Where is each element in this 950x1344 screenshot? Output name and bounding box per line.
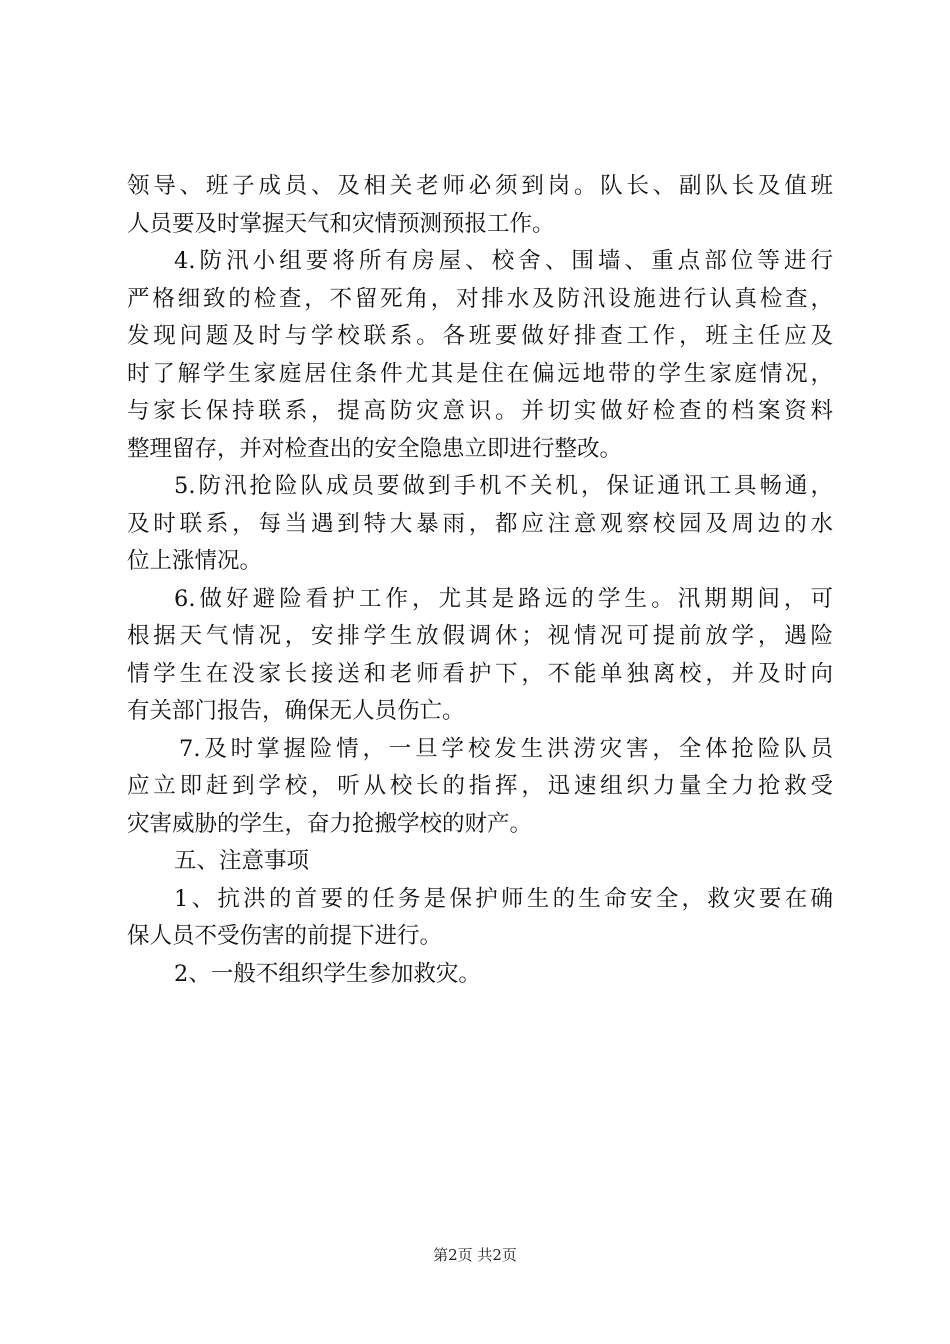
body-line-1: 领导、班子成员、及相关老师必须到岗。队长、副队长及值班 [127,173,833,199]
body-line-17: 应立即赶到学校，听从校长的指挥，迅速组织力量全力抢救受 [127,773,833,799]
body-line-12: 6.做好避险看护工作，尤其是路远的学生。汛期期间，可 [174,585,833,612]
page-footer: 第2页 共2页 [433,1246,517,1264]
body-line-9: 5.防汛抢险队成员要做到手机不关机，保证通讯工具畅通， [174,473,833,499]
body-line-18: 灾害威胁的学生，奋力抢搬学校的财产。 [127,810,533,837]
body-line-2: 人员要及时掌握天气和灾情预测预报工作。 [127,210,555,237]
body-line-20: 1、抗洪的首要的任务是保护师生的生命安全，救灾要在确 [174,885,833,912]
body-line-8: 整理留存，并对检查出的安全隐患立即进行整改。 [127,435,623,462]
body-line-11: 位上涨情况。 [127,548,263,574]
body-line-5: 发现问题及时与学校联系。各班要做好排查工作，班主任应及 [127,323,833,349]
body-line-22: 2、一般不组织学生参加救灾。 [174,960,481,987]
section-heading: 五、注意事项 [174,848,310,874]
body-line-13: 根据天气情况，安排学生放假调休；视情况可提前放学，遇险 [127,623,833,649]
body-line-4: 严格细致的检查，不留死角，对排水及防汛设施进行认真检查， [127,285,833,312]
body-line-14: 情学生在没家长接送和老师看护下，不能单独离校，并及时向 [127,660,833,687]
body-line-10: 及时联系，每当遇到特大暴雨，都应注意观察校园及周边的水 [127,510,833,537]
body-line-3: 4.防汛小组要将所有房屋、校舍、围墙、重点部位等进行 [174,248,833,274]
body-line-15: 有关部门报告，确保无人员伤亡。 [127,698,465,724]
body-line-21: 保人员不受伤害的前提下进行。 [127,923,443,949]
body-line-6: 时了解学生家庭居住条件尤其是住在偏远地带的学生家庭情况， [127,360,833,387]
body-line-16: 7.及时掌握险情，一旦学校发生洪涝灾害，全体抢险队员 [179,735,833,762]
body-line-7: 与家长保持联系，提高防灾意识。并切实做好检查的档案资料 [127,398,833,424]
document-body [127,168,833,993]
